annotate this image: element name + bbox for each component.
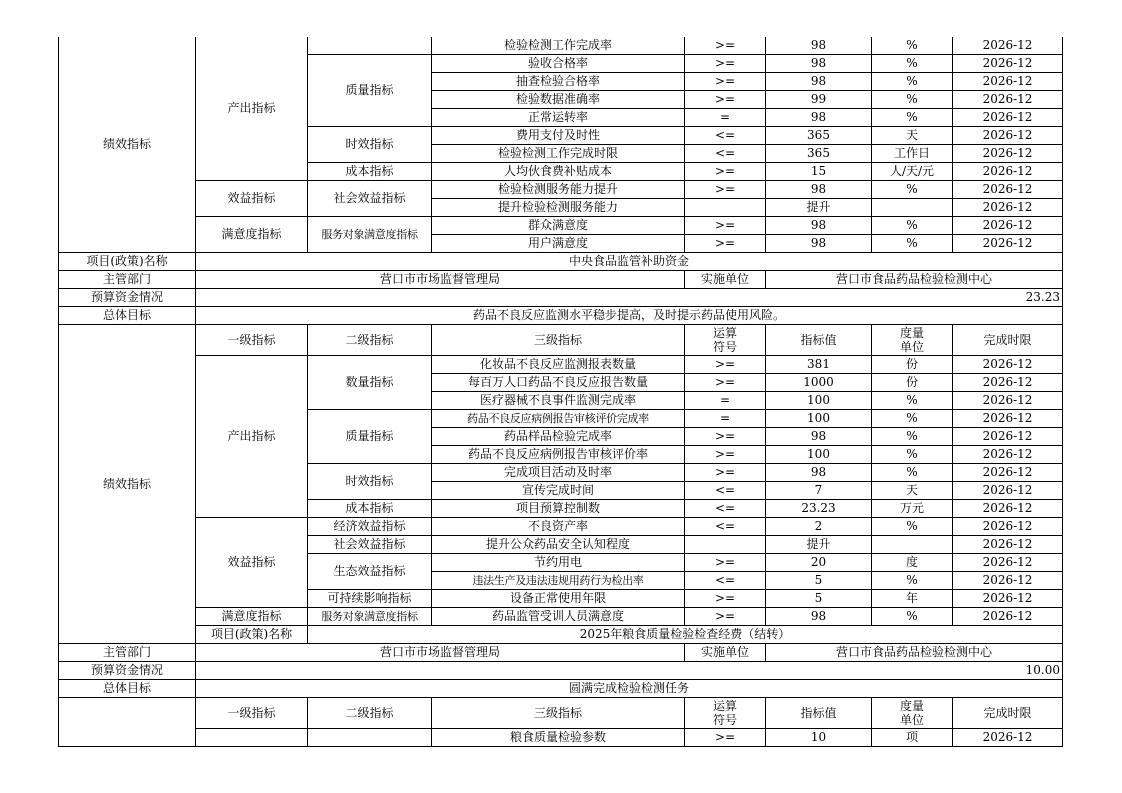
indicator-value: 99 bbox=[766, 91, 872, 109]
indicator-value: 7 bbox=[766, 482, 872, 500]
operator: <= bbox=[685, 518, 766, 536]
deadline: 2026-12 bbox=[953, 73, 1063, 91]
indicator-value: 提升 bbox=[766, 536, 872, 554]
table-row bbox=[59, 356, 1063, 374]
indicator-name: 药品不良反应病例报告审核评价完成率 bbox=[432, 410, 685, 428]
indicator-name: 药品样品检验完成率 bbox=[432, 428, 685, 446]
indicator-name: 不良资产率 bbox=[432, 518, 685, 536]
dept-value: 营口市市场监督管理局 bbox=[196, 271, 685, 289]
col-header-unit: 度量单位 bbox=[872, 698, 953, 729]
perf-indicator-label: 绩效指标 bbox=[59, 37, 196, 253]
indicator-name: 群众满意度 bbox=[432, 217, 685, 235]
indicator-value: 100 bbox=[766, 392, 872, 410]
indicator-name: 项目预算控制数 bbox=[432, 500, 685, 518]
project-name-row bbox=[59, 626, 1063, 644]
indicator-name: 费用支付及时性 bbox=[432, 127, 685, 145]
deadline: 2026-12 bbox=[953, 163, 1063, 181]
operator: >= bbox=[685, 356, 766, 374]
deadline: 2026-12 bbox=[953, 235, 1063, 253]
indicator-value: 提升 bbox=[766, 199, 872, 217]
col-header-value: 指标值 bbox=[766, 698, 872, 729]
col-header-l2: 二级指标 bbox=[308, 325, 432, 356]
indicator-name: 化妆品不良反应监测报表数量 bbox=[432, 356, 685, 374]
project-name-row bbox=[59, 253, 1063, 271]
table-row bbox=[59, 37, 1063, 55]
indicator-name: 完成项目活动及时率 bbox=[432, 464, 685, 482]
table-row bbox=[59, 608, 1063, 626]
indicator-value: 98 bbox=[766, 37, 872, 55]
deadline: 2026-12 bbox=[953, 446, 1063, 464]
unit: % bbox=[872, 73, 953, 91]
unit: % bbox=[872, 55, 953, 73]
impl-unit-value: 营口市食品药品检验检测中心 bbox=[766, 644, 1063, 662]
deadline: 2026-12 bbox=[953, 181, 1063, 199]
operator: >= bbox=[685, 163, 766, 181]
unit: % bbox=[872, 37, 953, 55]
unit: 万元 bbox=[872, 500, 953, 518]
indicator-value: 100 bbox=[766, 410, 872, 428]
deadline: 2026-12 bbox=[953, 37, 1063, 55]
indicator-value: 23.23 bbox=[766, 500, 872, 518]
unit: 度 bbox=[872, 554, 953, 572]
col-header-op: 运算符号 bbox=[685, 698, 766, 729]
unit: % bbox=[872, 608, 953, 626]
operator: >= bbox=[685, 729, 766, 747]
satisfaction-indicator-label: 满意度指标 bbox=[196, 608, 308, 626]
deadline: 2026-12 bbox=[953, 590, 1063, 608]
indicator-name: 提升检验检测服务能力 bbox=[432, 199, 685, 217]
budget-row bbox=[59, 662, 1063, 680]
dept-label: 主管部门 bbox=[59, 644, 196, 662]
unit: 份 bbox=[872, 374, 953, 392]
service-satisfaction-label: 服务对象满意度指标 bbox=[308, 217, 432, 253]
project-name-label: 项目(政策)名称 bbox=[59, 253, 196, 271]
operator bbox=[685, 536, 766, 554]
budget-label: 预算资金情况 bbox=[59, 662, 196, 680]
deadline: 2026-12 bbox=[953, 127, 1063, 145]
col-header-l3: 三级指标 bbox=[432, 325, 685, 356]
deadline: 2026-12 bbox=[953, 392, 1063, 410]
indicator-value: 98 bbox=[766, 73, 872, 91]
col-header-l1: 一级指标 bbox=[196, 698, 308, 729]
operator: <= bbox=[685, 500, 766, 518]
operator: >= bbox=[685, 464, 766, 482]
operator: <= bbox=[685, 127, 766, 145]
impl-unit-label: 实施单位 bbox=[685, 271, 766, 289]
budget-value: 23.23 bbox=[196, 289, 1063, 307]
table-row bbox=[59, 181, 1063, 199]
operator: >= bbox=[685, 428, 766, 446]
budget-row bbox=[59, 289, 1063, 307]
deadline: 2026-12 bbox=[953, 410, 1063, 428]
unit: 工作日 bbox=[872, 145, 953, 163]
indicator-value: 98 bbox=[766, 55, 872, 73]
project-name-value: 中央食品监管补助资金 bbox=[196, 253, 1063, 271]
goal-label: 总体目标 bbox=[59, 307, 196, 325]
unit: % bbox=[872, 181, 953, 199]
unit: % bbox=[872, 235, 953, 253]
indicator-name: 验收合格率 bbox=[432, 55, 685, 73]
indicator-value: 98 bbox=[766, 464, 872, 482]
benefit-indicator-label: 效益指标 bbox=[196, 518, 308, 608]
operator: >= bbox=[685, 554, 766, 572]
project-name-value: 2025年粮食质量检验检查经费（结转） bbox=[308, 626, 1063, 644]
operator: >= bbox=[685, 217, 766, 235]
indicator-value: 98 bbox=[766, 428, 872, 446]
perf-indicator-label: 绩效指标 bbox=[59, 325, 196, 644]
goal-label: 总体目标 bbox=[59, 680, 196, 698]
dept-row bbox=[59, 271, 1063, 289]
benefit-indicator-label: 效益指标 bbox=[196, 181, 308, 217]
operator: >= bbox=[685, 55, 766, 73]
project-name-label: 项目(政策)名称 bbox=[196, 626, 308, 644]
unit: % bbox=[872, 109, 953, 127]
column-header-row bbox=[59, 325, 1063, 356]
indicator-value: 15 bbox=[766, 163, 872, 181]
eco-benefit-label: 生态效益指标 bbox=[308, 554, 432, 590]
deadline: 2026-12 bbox=[953, 608, 1063, 626]
indicator-name: 抽查检验合格率 bbox=[432, 73, 685, 91]
quality-indicator-label: 质量指标 bbox=[308, 410, 432, 464]
unit: % bbox=[872, 392, 953, 410]
indicator-value: 100 bbox=[766, 446, 872, 464]
deadline: 2026-12 bbox=[953, 518, 1063, 536]
operator: >= bbox=[685, 181, 766, 199]
deadline: 2026-12 bbox=[953, 500, 1063, 518]
unit: 天 bbox=[872, 482, 953, 500]
timeliness-indicator-label: 时效指标 bbox=[308, 464, 432, 500]
unit: 天 bbox=[872, 127, 953, 145]
indicator-value: 20 bbox=[766, 554, 872, 572]
social-benefit-label: 社会效益指标 bbox=[308, 181, 432, 217]
indicator-name: 药品监管受训人员满意度 bbox=[432, 608, 685, 626]
operator: <= bbox=[685, 482, 766, 500]
indicator-name: 节约用电 bbox=[432, 554, 685, 572]
operator: >= bbox=[685, 73, 766, 91]
unit: % bbox=[872, 464, 953, 482]
col-header-l3: 三级指标 bbox=[432, 698, 685, 729]
unit: 份 bbox=[872, 356, 953, 374]
unit: % bbox=[872, 518, 953, 536]
indicator-name: 每百万人口药品不良反应报告数量 bbox=[432, 374, 685, 392]
goal-value: 药品不良反应监测水平稳步提高，及时提示药品使用风险。 bbox=[196, 307, 1063, 325]
table-row bbox=[59, 217, 1063, 235]
economic-benefit-label: 经济效益指标 bbox=[308, 518, 432, 536]
impl-unit-value: 营口市食品药品检验检测中心 bbox=[766, 271, 1063, 289]
indicator-name: 检验检测工作完成率 bbox=[432, 37, 685, 55]
col-header-date: 完成时限 bbox=[953, 698, 1063, 729]
unit: % bbox=[872, 446, 953, 464]
indicator-name: 用户满意度 bbox=[432, 235, 685, 253]
timeliness-indicator-label: 时效指标 bbox=[308, 127, 432, 163]
col-header-date: 完成时限 bbox=[953, 325, 1063, 356]
indicator-name: 药品不良反应病例报告审核评价率 bbox=[432, 446, 685, 464]
deadline: 2026-12 bbox=[953, 536, 1063, 554]
indicator-value: 10 bbox=[766, 729, 872, 747]
column-header-row bbox=[59, 698, 1063, 729]
col-header-op: 运算符号 bbox=[685, 325, 766, 356]
quantity-indicator-label: 数量指标 bbox=[308, 356, 432, 410]
performance-table bbox=[58, 37, 1063, 747]
indicator-value: 1000 bbox=[766, 374, 872, 392]
sustain-label: 可持续影响指标 bbox=[308, 590, 432, 608]
goal-row bbox=[59, 307, 1063, 325]
unit: % bbox=[872, 91, 953, 109]
social-benefit-label: 社会效益指标 bbox=[308, 536, 432, 554]
indicator-name: 检验检测工作完成时限 bbox=[432, 145, 685, 163]
indicator-value: 98 bbox=[766, 217, 872, 235]
operator bbox=[685, 199, 766, 217]
goal-row bbox=[59, 680, 1063, 698]
indicator-value: 5 bbox=[766, 590, 872, 608]
indicator-value: 381 bbox=[766, 356, 872, 374]
cost-indicator-label: 成本指标 bbox=[308, 163, 432, 181]
operator: <= bbox=[685, 572, 766, 590]
indicator-value: 365 bbox=[766, 145, 872, 163]
output-indicator-label: 产出指标 bbox=[196, 356, 308, 518]
unit: 人/天/元 bbox=[872, 163, 953, 181]
indicator-name: 违法生产及违法违规用药行为检出率 bbox=[432, 572, 685, 590]
indicator-value: 2 bbox=[766, 518, 872, 536]
indicator-value: 98 bbox=[766, 109, 872, 127]
indicator-name: 正常运转率 bbox=[432, 109, 685, 127]
deadline: 2026-12 bbox=[953, 199, 1063, 217]
unit: 项 bbox=[872, 729, 953, 747]
budget-value: 10.00 bbox=[196, 662, 1063, 680]
indicator-name: 检验数据准确率 bbox=[432, 91, 685, 109]
deadline: 2026-12 bbox=[953, 464, 1063, 482]
unit: 年 bbox=[872, 590, 953, 608]
impl-unit-label: 实施单位 bbox=[685, 644, 766, 662]
indicator-value: 365 bbox=[766, 127, 872, 145]
indicator-name: 医疗器械不良事件监测完成率 bbox=[432, 392, 685, 410]
unit bbox=[872, 536, 953, 554]
deadline: 2026-12 bbox=[953, 482, 1063, 500]
unit: % bbox=[872, 217, 953, 235]
deadline: 2026-12 bbox=[953, 356, 1063, 374]
operator: >= bbox=[685, 91, 766, 109]
deadline: 2026-12 bbox=[953, 145, 1063, 163]
indicator-name: 宣传完成时间 bbox=[432, 482, 685, 500]
unit: % bbox=[872, 572, 953, 590]
unit bbox=[872, 199, 953, 217]
unit: % bbox=[872, 410, 953, 428]
indicator-name: 设备正常使用年限 bbox=[432, 590, 685, 608]
indicator-name: 人均伙食费补贴成本 bbox=[432, 163, 685, 181]
operator: >= bbox=[685, 608, 766, 626]
indicator-name: 检验检测服务能力提升 bbox=[432, 181, 685, 199]
operator: >= bbox=[685, 446, 766, 464]
deadline: 2026-12 bbox=[953, 554, 1063, 572]
goal-value: 圆满完成检验检测任务 bbox=[196, 680, 1063, 698]
col-header-unit: 度量单位 bbox=[872, 325, 953, 356]
table-row bbox=[59, 518, 1063, 536]
deadline: 2026-12 bbox=[953, 55, 1063, 73]
quality-indicator-label: 质量指标 bbox=[308, 55, 432, 127]
operator: = bbox=[685, 109, 766, 127]
budget-label: 预算资金情况 bbox=[59, 289, 196, 307]
indicator-name: 粮食质量检验参数 bbox=[432, 729, 685, 747]
operator: >= bbox=[685, 374, 766, 392]
cost-indicator-label: 成本指标 bbox=[308, 500, 432, 518]
operator: = bbox=[685, 392, 766, 410]
indicator-value: 98 bbox=[766, 181, 872, 199]
deadline: 2026-12 bbox=[953, 374, 1063, 392]
dept-label: 主管部门 bbox=[59, 271, 196, 289]
deadline: 2026-12 bbox=[953, 217, 1063, 235]
deadline: 2026-12 bbox=[953, 91, 1063, 109]
operator: >= bbox=[685, 235, 766, 253]
operator: >= bbox=[685, 590, 766, 608]
indicator-value: 98 bbox=[766, 608, 872, 626]
deadline: 2026-12 bbox=[953, 572, 1063, 590]
service-satisfaction-label: 服务对象满意度指标 bbox=[308, 608, 432, 626]
deadline: 2026-12 bbox=[953, 729, 1063, 747]
deadline: 2026-12 bbox=[953, 428, 1063, 446]
dept-value: 营口市市场监督管理局 bbox=[196, 644, 685, 662]
unit: % bbox=[872, 428, 953, 446]
table-row bbox=[59, 729, 1063, 747]
operator: = bbox=[685, 410, 766, 428]
col-header-value: 指标值 bbox=[766, 325, 872, 356]
output-indicator-label: 产出指标 bbox=[196, 37, 308, 181]
indicator-value: 5 bbox=[766, 572, 872, 590]
operator: <= bbox=[685, 145, 766, 163]
operator: >= bbox=[685, 37, 766, 55]
col-header-l1: 一级指标 bbox=[196, 325, 308, 356]
indicator-value: 98 bbox=[766, 235, 872, 253]
indicator-name: 提升公众药品安全认知程度 bbox=[432, 536, 685, 554]
dept-row bbox=[59, 644, 1063, 662]
deadline: 2026-12 bbox=[953, 109, 1063, 127]
col-header-l2: 二级指标 bbox=[308, 698, 432, 729]
satisfaction-indicator-label: 满意度指标 bbox=[196, 217, 308, 253]
